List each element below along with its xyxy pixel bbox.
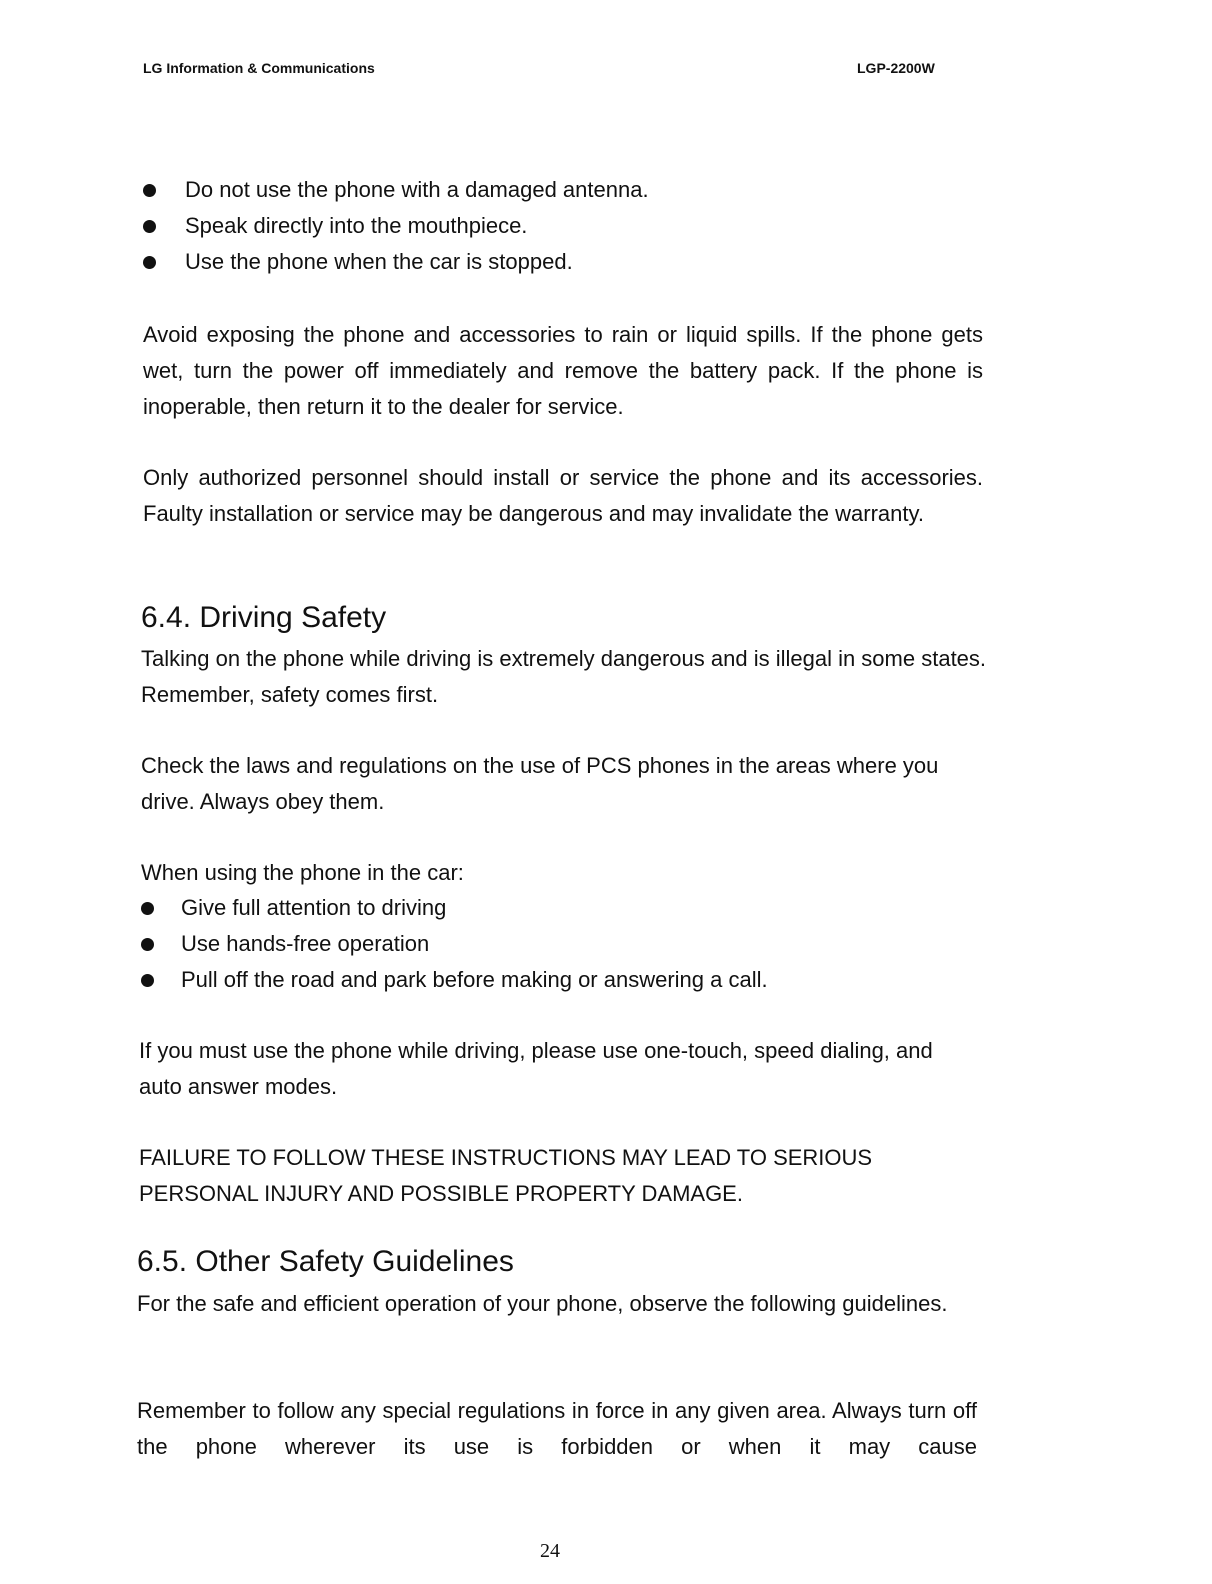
intro-bullet-list — [143, 172, 983, 280]
section-6-5-title: 6.5. Other Safety Guidelines — [137, 1245, 514, 1278]
guidelines-paragraph-2: Remember to follow any special regulations in force in any given area. Always turn off the phone wherever its use is forbidden or when it may cause — [137, 1398, 977, 1459]
bullet-icon — [141, 974, 154, 987]
bullet-icon — [143, 220, 156, 233]
driving-paragraph-3: If you must use the phone while driving, please use one-touch, speed dialing, and auto answer modes. — [139, 1038, 933, 1099]
guidelines-paragraph-1: For the safe and efficient operation of your phone, observe the following guidelines. — [137, 1291, 948, 1316]
bullet-icon — [143, 256, 156, 269]
authorized-paragraph: Only authorized personnel should install or service the phone and its accessories. Faulty installation or service may be dangerous and may invalidate the warranty. — [143, 465, 983, 526]
bullet-icon — [141, 902, 154, 915]
bullet-text: Pull off the road and park before making or answering a call. — [181, 967, 768, 992]
bullet-icon — [141, 938, 154, 951]
bullet-text: Speak directly into the mouthpiece. — [185, 213, 528, 238]
driving-paragraph-1: Talking on the phone while driving is extremely dangerous and is illegal in some states. Remember, safety comes first. — [141, 646, 987, 707]
driving-lead: When using the phone in the car: — [141, 860, 464, 885]
header-company: LG Information & Communications — [143, 60, 375, 76]
driving-bullet-list — [141, 890, 981, 998]
bullet-text: Do not use the phone with a damaged antenna. — [185, 177, 649, 202]
list-item — [143, 172, 983, 208]
header-model: LGP-2200W — [857, 60, 935, 76]
list-item — [141, 890, 981, 926]
page-number: 24 — [540, 1540, 560, 1562]
warning-paragraph: FAILURE TO FOLLOW THESE INSTRUCTIONS MAY LEAD TO SERIOUS PERSONAL INJURY AND POSSIBLE PROPERTY DAMAGE. — [139, 1145, 873, 1206]
bullet-text: Use hands-free operation — [181, 931, 430, 956]
bullet-text: Use the phone when the car is stopped. — [185, 249, 573, 274]
bullet-icon — [143, 184, 156, 197]
section-6-4-title: 6.4. Driving Safety — [141, 601, 387, 634]
list-item — [141, 926, 981, 962]
liquid-paragraph: Avoid exposing the phone and accessories to rain or liquid spills. If the phone gets wet, turn the power off immediately and remove the battery pack. If the phone is inoperable, then return it to the dealer for service. — [143, 322, 983, 419]
list-item — [143, 208, 983, 244]
driving-paragraph-2: Check the laws and regulations on the use of PCS phones in the areas where you drive. Always obey them. — [141, 753, 939, 814]
bullet-text: Give full attention to driving — [181, 895, 447, 920]
list-item — [141, 962, 981, 998]
list-item — [143, 244, 983, 280]
